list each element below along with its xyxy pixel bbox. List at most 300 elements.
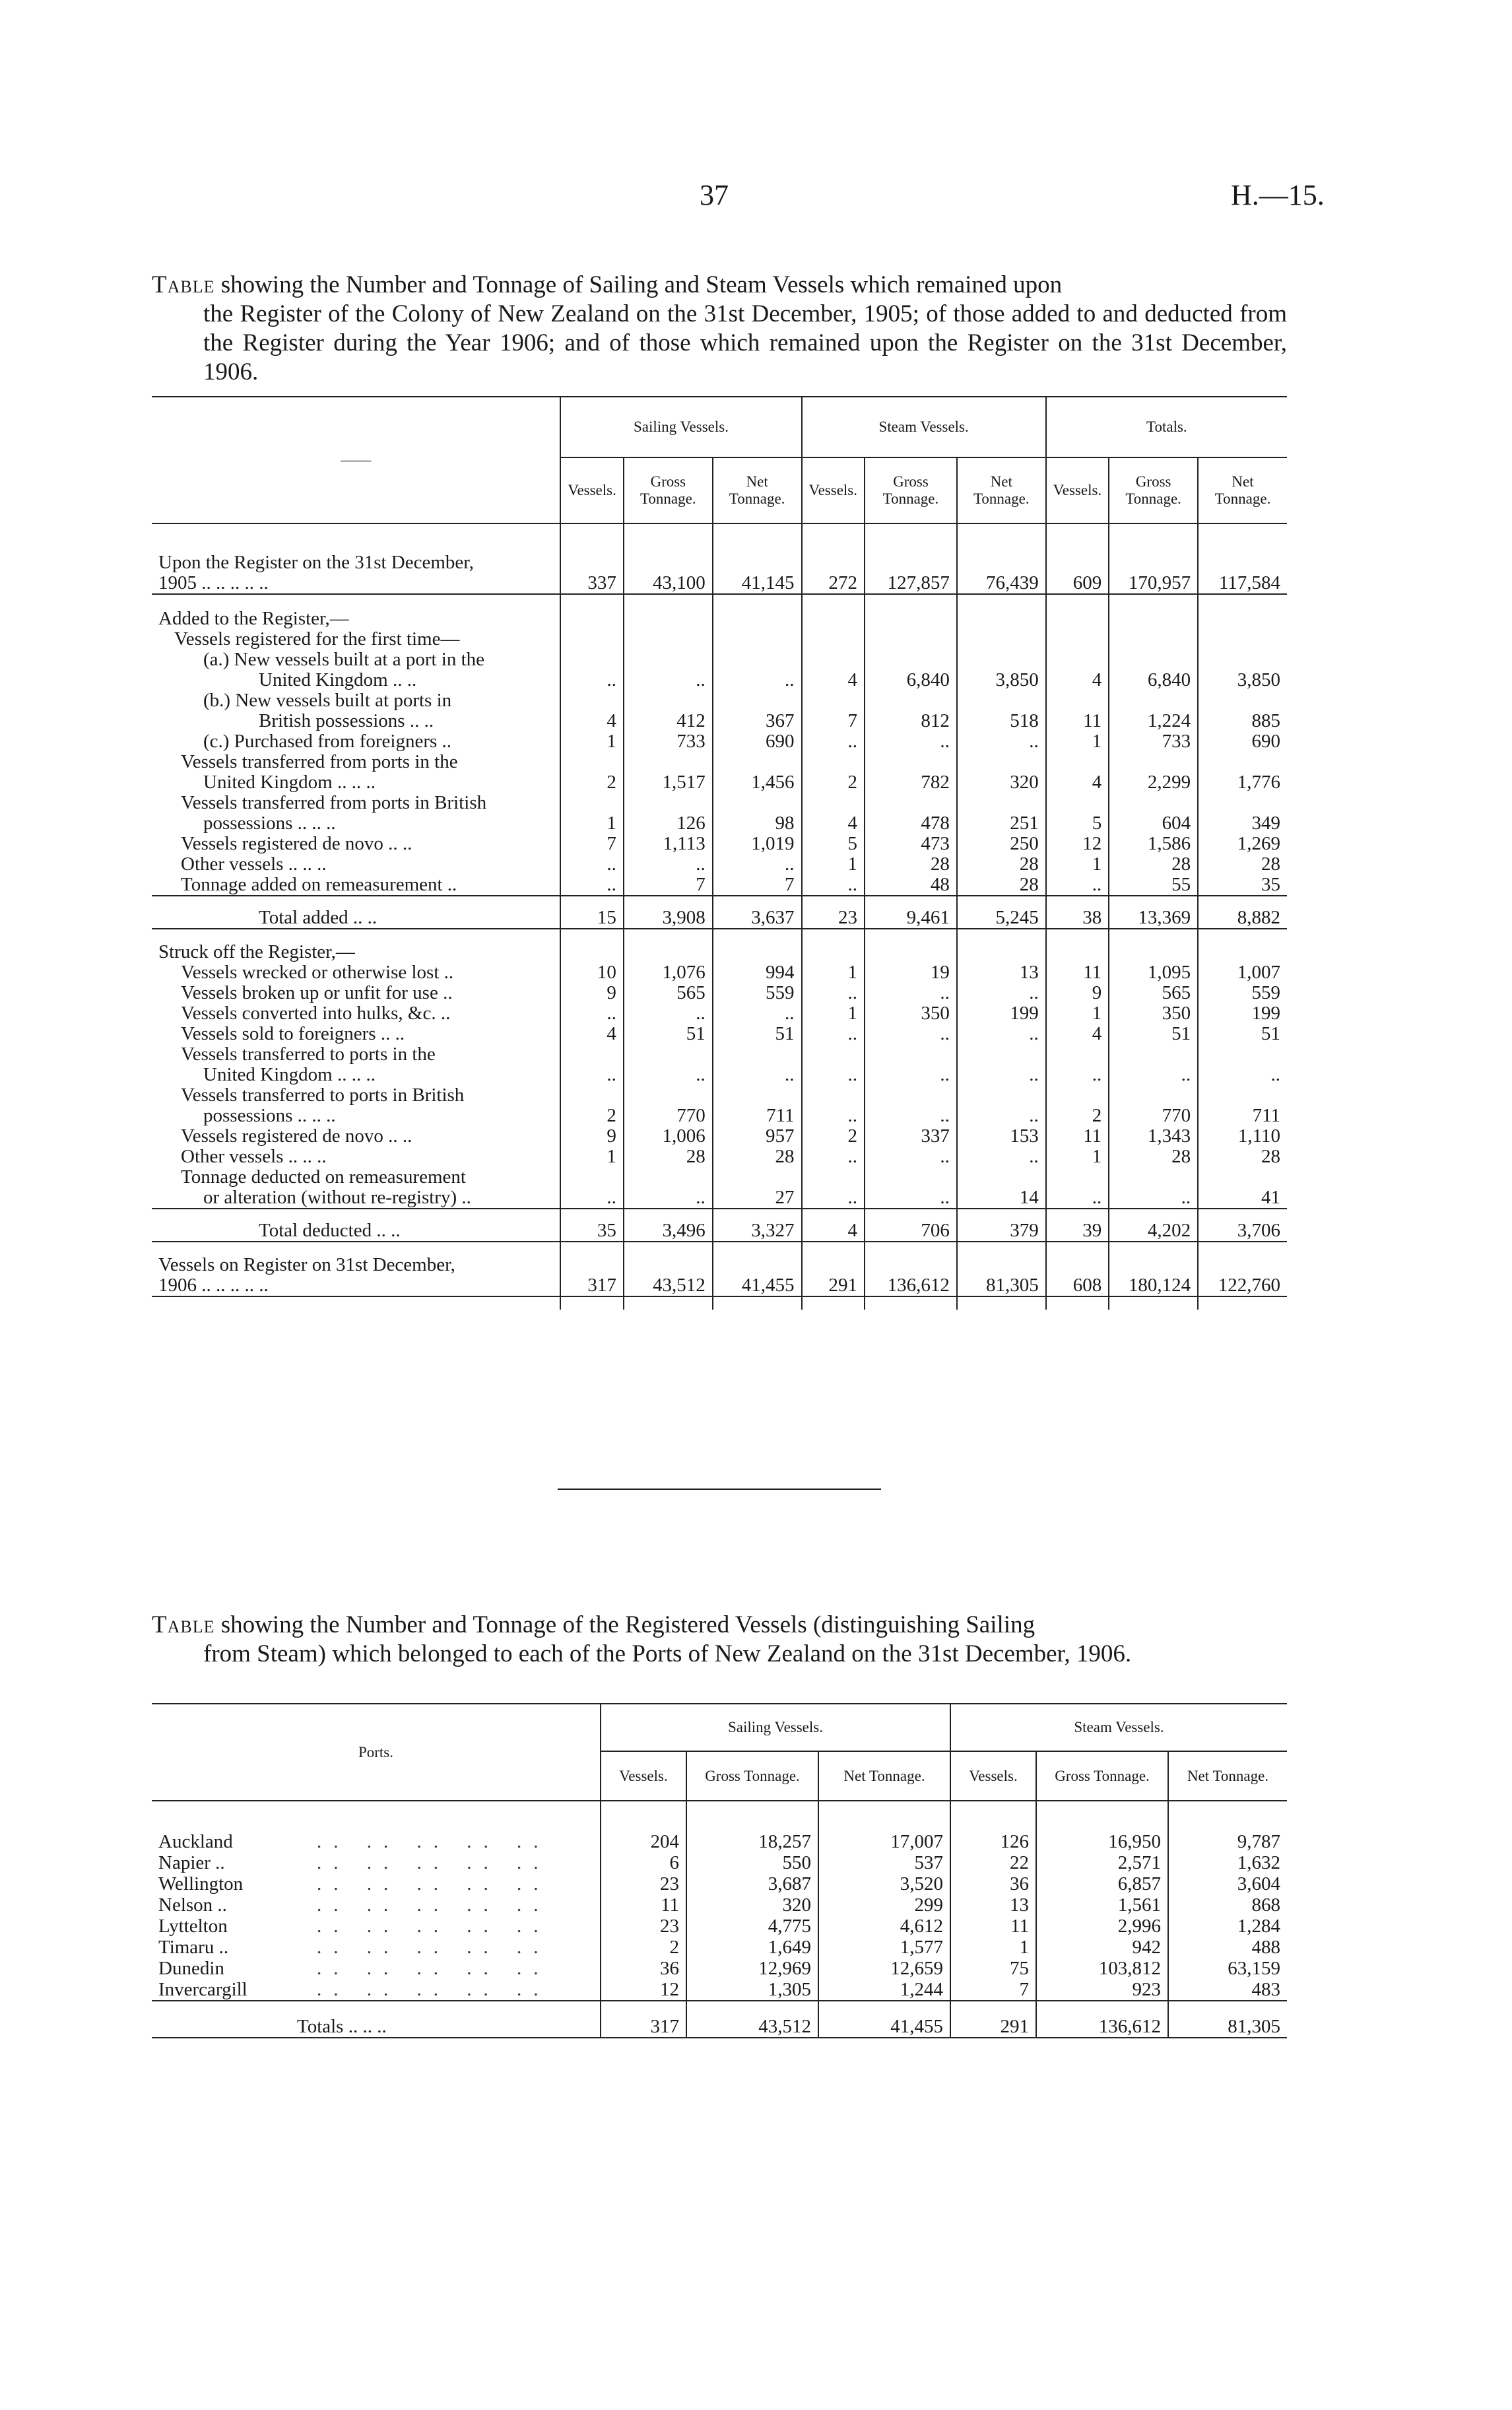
added-row: [152, 731, 1287, 752]
table1-caption: [152, 271, 1287, 387]
cell-value: 9: [560, 1126, 623, 1147]
cell-value: 711: [1198, 1085, 1287, 1126]
cell-value: 350: [1109, 1003, 1198, 1024]
cell-value: 412: [624, 690, 713, 731]
group-sailing: Sailing Vessels.: [560, 397, 801, 457]
cell-value: 320: [686, 1894, 818, 1916]
cell-value: 923: [1036, 1979, 1168, 2001]
row-label-line: Vessels transferred to ports in British: [181, 1085, 465, 1106]
cell-value: 1: [802, 962, 865, 983]
leader-dots: .. .. .. .. ..: [317, 1873, 550, 1894]
cell-value: 690: [1198, 731, 1287, 752]
struck-row: [152, 1085, 1287, 1126]
cell-value: 7: [950, 1979, 1036, 2001]
cell-value: ..: [865, 1167, 957, 1209]
t2-group-sailing: Sailing Vessels.: [601, 1704, 950, 1751]
cell-value: ..: [1109, 1044, 1198, 1085]
cell-value: ..: [865, 1044, 957, 1085]
cell-value: ..: [560, 854, 623, 875]
cell-value: 43,100: [624, 552, 713, 594]
cell-value: 565: [1109, 983, 1198, 1003]
added-row: [152, 752, 1287, 793]
cell-value: 39: [1046, 1209, 1109, 1242]
row-label-line: Total added .. ..: [259, 907, 378, 928]
row-label-line: 1906 .. .. .. .. ..: [158, 1275, 269, 1296]
table2-caption-lead: Table: [152, 1611, 215, 1638]
cell-value: 1,110: [1198, 1126, 1287, 1147]
col-header: Vessels.: [1046, 457, 1109, 523]
cell-value: 711: [713, 1085, 802, 1126]
cell-value: 1: [560, 1147, 623, 1167]
leader-dots: .. .. .. .. ..: [317, 1831, 550, 1852]
cell-value: ..: [560, 1003, 623, 1024]
row-label-line: (a.) New vessels built at a port in the: [203, 649, 485, 670]
cell-value: 63,159: [1168, 1958, 1287, 1979]
struck-row: [152, 1126, 1287, 1147]
row-label-line: British possessions .. ..: [259, 710, 434, 731]
page-number: 37: [700, 179, 729, 211]
cell-value: ..: [957, 1085, 1046, 1126]
cell-value: ..: [802, 1167, 865, 1209]
cell-value: 117,584: [1198, 552, 1287, 594]
totals-row: [152, 2001, 1287, 2038]
cell-value: 320: [957, 752, 1046, 793]
cell-value: 75: [950, 1958, 1036, 1979]
col-header: Gross Tonnage.: [1036, 1751, 1168, 1801]
cell-value: 733: [1109, 731, 1198, 752]
cell-value: 2: [1046, 1085, 1109, 1126]
row-label-line: Vessels converted into hulks, &c. ..: [181, 1003, 451, 1024]
cell-value: 4: [560, 690, 623, 731]
cell-value: 6: [601, 1852, 686, 1873]
cell-value: 2: [601, 1937, 686, 1958]
col-header: Vessels.: [802, 457, 865, 523]
cell-value: 1: [1046, 1147, 1109, 1167]
total-value: 43,512: [686, 2001, 818, 2038]
col-header: Net Tonnage.: [1198, 457, 1287, 523]
col-header: Net Tonnage.: [818, 1751, 950, 1801]
section-heading-row: [152, 629, 1287, 650]
cell-value: 2: [802, 752, 865, 793]
row-label: [152, 854, 560, 875]
cell-value: 4,775: [686, 1916, 818, 1937]
cell-value: 28: [1198, 1147, 1287, 1167]
cell-value: 7: [624, 875, 713, 896]
row-label: [152, 896, 560, 929]
cell-value: ..: [1198, 1044, 1287, 1085]
cell-value: 127,857: [865, 552, 957, 594]
cell-value: 3,327: [713, 1209, 802, 1242]
cell-value: 98: [713, 793, 802, 834]
row-label: [152, 962, 560, 983]
table1-caption-continuation: the Register of the Colony of New Zealand on the 31st December, 1905; of those added to and deducted from the Register during the Year 1906; and of those which remained upon the Register on the 31st December, 1906.: [203, 300, 1287, 385]
struck-row: [152, 1167, 1287, 1209]
cell-value: 28: [957, 854, 1046, 875]
cell-value: 9: [560, 983, 623, 1003]
cell-value: 13: [950, 1894, 1036, 1916]
cell-value: 1: [560, 793, 623, 834]
cell-value: 537: [818, 1852, 950, 1873]
row-label-line: (c.) Purchased from foreigners ..: [203, 731, 452, 752]
cell-value: 28: [1109, 1147, 1198, 1167]
cell-value: 483: [1168, 1979, 1287, 2001]
port-name-cell: [152, 1979, 601, 2001]
cell-value: 2,299: [1109, 752, 1198, 793]
cell-value: ..: [802, 1085, 865, 1126]
added-row: [152, 834, 1287, 854]
row-label: [152, 552, 560, 594]
cell-value: 5,245: [957, 896, 1046, 929]
ports-header: Ports.: [152, 1704, 601, 1801]
col-header: Gross Tonnage.: [1109, 457, 1198, 523]
cell-value: 604: [1109, 793, 1198, 834]
port-name: Nelson ..: [158, 1894, 227, 1916]
row-label: [152, 1044, 560, 1085]
port-name-cell: [152, 1873, 601, 1894]
cell-value: ..: [713, 650, 802, 690]
cell-value: ..: [802, 875, 865, 896]
cell-value: 4,612: [818, 1916, 950, 1937]
cell-value: 23: [601, 1873, 686, 1894]
cell-value: 28: [713, 1147, 802, 1167]
cell-value: 770: [624, 1085, 713, 1126]
row-label-line: Vessels registered de novo .. ..: [181, 1125, 412, 1147]
col-header: Net Tonnage.: [957, 457, 1046, 523]
cell-value: 3,706: [1198, 1209, 1287, 1242]
cell-value: 6,840: [1109, 650, 1198, 690]
cell-value: 1: [1046, 854, 1109, 875]
cell-value: 1: [560, 731, 623, 752]
col-header: Vessels.: [601, 1751, 686, 1801]
cell-value: 23: [601, 1916, 686, 1937]
cell-value: ..: [624, 854, 713, 875]
cell-value: 942: [1036, 1937, 1168, 1958]
port-row: [152, 1979, 1287, 2001]
cell-value: 1,007: [1198, 962, 1287, 983]
cell-value: 1,456: [713, 752, 802, 793]
struck-row: [152, 1044, 1287, 1085]
port-name: Auckland: [158, 1831, 233, 1852]
col-header: Vessels.: [950, 1751, 1036, 1801]
row-label: [152, 1209, 560, 1242]
register-1905-row: [152, 552, 1287, 594]
cell-value: 4,202: [1109, 1209, 1198, 1242]
row-label: [152, 1167, 560, 1209]
cell-value: 1,006: [624, 1126, 713, 1147]
row-label: [152, 650, 560, 690]
cell-value: ..: [713, 854, 802, 875]
cell-value: 1,305: [686, 1979, 818, 2001]
row-label: [152, 752, 560, 793]
cell-value: 272: [802, 552, 865, 594]
cell-value: 3,604: [1168, 1873, 1287, 1894]
port-name: Lyttelton: [158, 1916, 228, 1937]
ports-table: [152, 1703, 1287, 2038]
row-label: [152, 1003, 560, 1024]
cell-value: 609: [1046, 552, 1109, 594]
cell-value: 6,840: [865, 650, 957, 690]
cell-value: 9: [1046, 983, 1109, 1003]
row-label-line: possessions .. .. ..: [203, 813, 336, 834]
cell-value: 1,632: [1168, 1852, 1287, 1873]
cell-value: 4: [560, 1024, 623, 1044]
cell-value: 550: [686, 1852, 818, 1873]
cell-value: 9,461: [865, 896, 957, 929]
cell-value: 3,637: [713, 896, 802, 929]
cell-value: ..: [1109, 1167, 1198, 1209]
port-name: Timaru ..: [158, 1937, 229, 1958]
cell-value: 126: [624, 793, 713, 834]
cell-value: 1,284: [1168, 1916, 1287, 1937]
cell-value: 518: [957, 690, 1046, 731]
col-header: Gross Tonnage.: [624, 457, 713, 523]
cell-value: 36: [950, 1873, 1036, 1894]
cell-value: 1,776: [1198, 752, 1287, 793]
cell-value: 18,257: [686, 1831, 818, 1852]
cell-value: 103,812: [1036, 1958, 1168, 1979]
cell-value: 12: [601, 1979, 686, 2001]
section-heading: Struck off the Register,—: [158, 941, 355, 962]
cell-value: 81,305: [957, 1255, 1046, 1296]
cell-value: ..: [865, 731, 957, 752]
row-label-line: (b.) New vessels built at ports in: [203, 690, 452, 711]
added-row: [152, 854, 1287, 875]
cell-value: 4: [1046, 1024, 1109, 1044]
col-header: Gross Tonnage.: [686, 1751, 818, 1801]
cell-value: 28: [624, 1147, 713, 1167]
cell-value: ..: [802, 983, 865, 1003]
cell-value: ..: [713, 1044, 802, 1085]
cell-value: 204: [601, 1831, 686, 1852]
cell-value: 559: [713, 983, 802, 1003]
spacer-row: [152, 594, 1287, 609]
cell-value: ..: [802, 1147, 865, 1167]
struck-row: [152, 1024, 1287, 1044]
cell-value: ..: [957, 983, 1046, 1003]
spacer-row: [152, 1296, 1287, 1310]
cell-value: 4: [802, 793, 865, 834]
cell-value: 11: [950, 1916, 1036, 1937]
cell-value: 17,007: [818, 1831, 950, 1852]
cell-value: 180,124: [1109, 1255, 1198, 1296]
cell-value: 27: [713, 1167, 802, 1209]
cell-value: ..: [560, 650, 623, 690]
cell-value: 51: [624, 1024, 713, 1044]
cell-value: 1: [802, 1003, 865, 1024]
cell-value: ..: [560, 1167, 623, 1209]
cell-value: 38: [1046, 896, 1109, 929]
total-value: 291: [950, 2001, 1036, 2038]
cell-value: 1,019: [713, 834, 802, 854]
cell-value: 1,244: [818, 1979, 950, 2001]
cell-value: 3,520: [818, 1873, 950, 1894]
cell-value: 1,586: [1109, 834, 1198, 854]
cell-value: ..: [624, 1167, 713, 1209]
port-name: Dunedin: [158, 1958, 224, 1979]
group-totals: Totals.: [1046, 397, 1287, 457]
cell-value: 251: [957, 793, 1046, 834]
cell-value: 51: [713, 1024, 802, 1044]
row-label: [152, 834, 560, 854]
cell-value: 706: [865, 1209, 957, 1242]
cell-value: 10: [560, 962, 623, 983]
added-row: [152, 793, 1287, 834]
port-name: Napier ..: [158, 1852, 225, 1873]
total-added-row: [152, 896, 1287, 929]
total-value: 41,455: [818, 2001, 950, 2038]
section-heading: Vessels registered for the first time—: [174, 628, 460, 650]
row-label-line: Upon the Register on the 31st December,: [158, 552, 475, 573]
cell-value: 51: [1109, 1024, 1198, 1044]
struck-row: [152, 1147, 1287, 1167]
cell-value: 13: [957, 962, 1046, 983]
cell-value: 199: [957, 1003, 1046, 1024]
cell-value: ..: [1046, 1167, 1109, 1209]
struck-row: [152, 1003, 1287, 1024]
cell-value: 35: [560, 1209, 623, 1242]
cell-value: 478: [865, 793, 957, 834]
cell-value: 51: [1198, 1024, 1287, 1044]
row-label: [152, 1085, 560, 1126]
cell-value: 126: [950, 1831, 1036, 1852]
col-header: Net Tonnage.: [713, 457, 802, 523]
row-label-line: Vessels transferred from ports in British: [181, 792, 487, 813]
leader-dots: .. .. .. .. ..: [317, 1916, 550, 1937]
cell-value: 690: [713, 731, 802, 752]
row-label-line: Vessels transferred to ports in the: [181, 1044, 436, 1065]
cell-value: 1,224: [1109, 690, 1198, 731]
row-label: [152, 793, 560, 834]
row-label: [152, 1126, 560, 1147]
table1-caption-rest: showing the Number and Tonnage of Sailing and Steam Vessels which remained upon: [214, 271, 1063, 298]
cell-value: 11: [601, 1894, 686, 1916]
row-label-line: Vessels sold to foreigners .. ..: [181, 1023, 405, 1044]
port-name-cell: [152, 1852, 601, 1873]
cell-value: 7: [560, 834, 623, 854]
cell-value: 3,908: [624, 896, 713, 929]
port-row: [152, 1916, 1287, 1937]
cell-value: ..: [957, 1044, 1046, 1085]
cell-value: 379: [957, 1209, 1046, 1242]
section-heading-row: [152, 942, 1287, 962]
cell-value: 11: [1046, 962, 1109, 983]
total-value: 81,305: [1168, 2001, 1287, 2038]
row-label: [152, 875, 560, 896]
table2-caption-continuation: from Steam) which belonged to each of the Ports of New Zealand on the 31st December, 1906.: [203, 1640, 1132, 1667]
row-label-line: Vessels registered de novo .. ..: [181, 833, 412, 854]
cell-value: 1: [1046, 1003, 1109, 1024]
cell-value: 1,076: [624, 962, 713, 983]
row-label-line: United Kingdom .. .. ..: [203, 1064, 376, 1085]
struck-row: [152, 983, 1287, 1003]
row-label: [152, 1147, 560, 1167]
cell-value: 12,969: [686, 1958, 818, 1979]
port-row: [152, 1831, 1287, 1852]
port-row: [152, 1873, 1287, 1894]
added-row: [152, 650, 1287, 690]
added-row: [152, 875, 1287, 896]
cell-value: 782: [865, 752, 957, 793]
cell-value: 1,649: [686, 1937, 818, 1958]
cell-value: 4: [802, 1209, 865, 1242]
port-row: [152, 1894, 1287, 1916]
cell-value: 14: [957, 1167, 1046, 1209]
cell-value: 6,857: [1036, 1873, 1168, 1894]
total-value: 136,612: [1036, 2001, 1168, 2038]
cell-value: ..: [560, 875, 623, 896]
cell-value: 8,882: [1198, 896, 1287, 929]
cell-value: 2: [560, 752, 623, 793]
cell-value: 367: [713, 690, 802, 731]
cell-value: 868: [1168, 1894, 1287, 1916]
cell-value: 291: [802, 1255, 865, 1296]
cell-value: ..: [957, 1147, 1046, 1167]
leader-dots: .. .. .. .. ..: [317, 1979, 550, 2000]
cell-value: 770: [1109, 1085, 1198, 1126]
port-name-cell: [152, 1937, 601, 1958]
port-name-cell: [152, 1958, 601, 1979]
cell-value: 337: [560, 552, 623, 594]
cell-value: ..: [1046, 875, 1109, 896]
row-label-line: Total deducted .. ..: [259, 1220, 401, 1241]
cell-value: 35: [1198, 875, 1287, 896]
cell-value: 13,369: [1109, 896, 1198, 929]
cell-value: 1: [802, 854, 865, 875]
cell-value: 1,517: [624, 752, 713, 793]
spacer-row: [152, 1801, 1287, 1831]
cell-value: 4: [1046, 650, 1109, 690]
cell-value: 473: [865, 834, 957, 854]
cell-value: 12,659: [818, 1958, 950, 1979]
stub-header: ——: [152, 397, 560, 523]
row-label: [152, 1024, 560, 1044]
cell-value: 994: [713, 962, 802, 983]
cell-value: 250: [957, 834, 1046, 854]
row-label-line: 1905 .. .. .. .. ..: [158, 572, 269, 593]
cell-value: 957: [713, 1126, 802, 1147]
row-label-line: Tonnage added on remeasurement ..: [181, 874, 457, 895]
cell-value: 23: [802, 896, 865, 929]
port-row: [152, 1958, 1287, 1979]
cell-value: 2,571: [1036, 1852, 1168, 1873]
cell-value: 12: [1046, 834, 1109, 854]
cell-value: 55: [1109, 875, 1198, 896]
cell-value: 2: [802, 1126, 865, 1147]
cell-value: 3,687: [686, 1873, 818, 1894]
cell-value: 3,496: [624, 1209, 713, 1242]
cell-value: 4: [802, 650, 865, 690]
port-name: Invercargill: [158, 1979, 247, 2000]
cell-value: 1: [1046, 731, 1109, 752]
table2-caption: [152, 1611, 1287, 1669]
cell-value: 5: [1046, 793, 1109, 834]
cell-value: 350: [865, 1003, 957, 1024]
cell-value: 15: [560, 896, 623, 929]
port-name: Wellington: [158, 1873, 244, 1894]
cell-value: 9,787: [1168, 1831, 1287, 1852]
cell-value: ..: [865, 1147, 957, 1167]
cell-value: 16,950: [1036, 1831, 1168, 1852]
vessels-register-table: [152, 396, 1287, 1310]
cell-value: 299: [818, 1894, 950, 1916]
struck-row: [152, 962, 1287, 983]
cell-value: ..: [624, 1003, 713, 1024]
cell-value: 41,455: [713, 1255, 802, 1296]
port-row: [152, 1852, 1287, 1873]
cell-value: 22: [950, 1852, 1036, 1873]
cell-value: 28: [1109, 854, 1198, 875]
cell-value: 11: [1046, 1126, 1109, 1147]
